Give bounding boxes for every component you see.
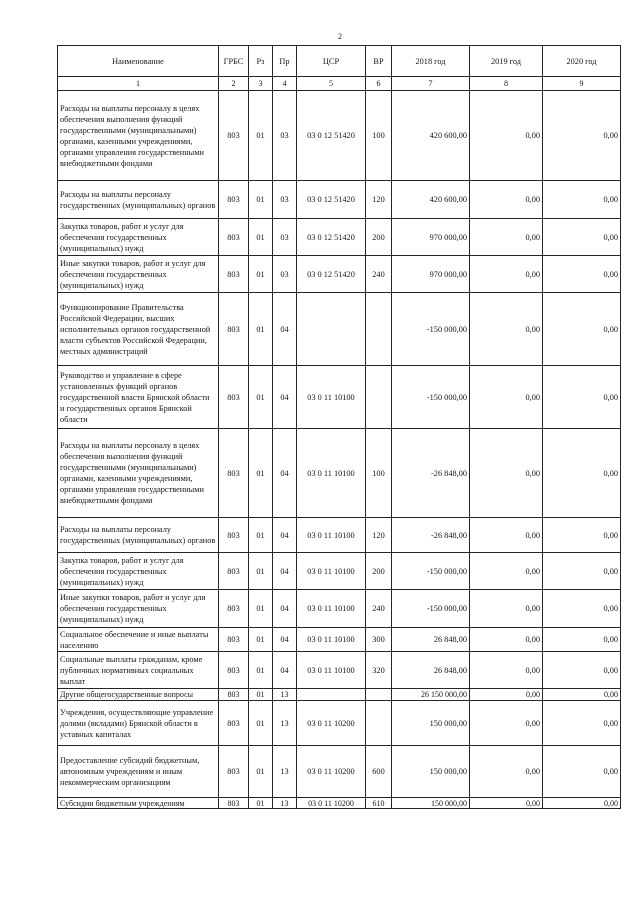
amount-2019-cell: 0,00 bbox=[470, 181, 543, 219]
grbs-cell: 803 bbox=[219, 652, 249, 689]
grbs-cell: 803 bbox=[219, 553, 249, 590]
pr-cell: 03 bbox=[273, 91, 297, 181]
column-number: 7 bbox=[392, 77, 470, 91]
amount-2020-cell: 0,00 bbox=[543, 701, 621, 746]
amount-2018-cell: 970 000,00 bbox=[392, 256, 470, 293]
grbs-cell: 803 bbox=[219, 219, 249, 256]
csr-cell: 03 0 11 10100 bbox=[297, 553, 366, 590]
rz-cell: 01 bbox=[249, 518, 273, 553]
name-cell: Учреждения, осуществляющие управление долями (вкладами) Брянской области в уставных капиталах bbox=[58, 701, 219, 746]
csr-cell: 03 0 11 10100 bbox=[297, 429, 366, 518]
amount-2018-cell: -150 000,00 bbox=[392, 590, 470, 628]
table-row bbox=[58, 628, 621, 652]
pr-cell: 03 bbox=[273, 256, 297, 293]
column-number: 9 bbox=[543, 77, 621, 91]
csr-cell: 03 0 12 51420 bbox=[297, 91, 366, 181]
name-cell: Иные закупки товаров, работ и услуг для обеспечения государственных (муниципальных) нужд bbox=[58, 256, 219, 293]
vr-cell: 200 bbox=[366, 219, 392, 256]
amount-2020-cell: 0,00 bbox=[543, 746, 621, 798]
column-number: 2 bbox=[219, 77, 249, 91]
vr-cell: 200 bbox=[366, 553, 392, 590]
header-rz: Рз bbox=[249, 46, 273, 77]
name-cell: Закупка товаров, работ и услуг для обеспечения государственных (муниципальных) нужд bbox=[58, 553, 219, 590]
column-number: 3 bbox=[249, 77, 273, 91]
csr-cell: 03 0 11 10200 bbox=[297, 701, 366, 746]
grbs-cell: 803 bbox=[219, 366, 249, 429]
table-row bbox=[58, 429, 621, 518]
amount-2019-cell: 0,00 bbox=[470, 429, 543, 518]
pr-cell: 04 bbox=[273, 293, 297, 366]
name-cell: Расходы на выплаты персоналу государственных (муниципальных) органов bbox=[58, 518, 219, 553]
amount-2018-cell: 420 600,00 bbox=[392, 91, 470, 181]
amount-2018-cell: 150 000,00 bbox=[392, 746, 470, 798]
amount-2020-cell: 0,00 bbox=[543, 798, 621, 809]
rz-cell: 01 bbox=[249, 590, 273, 628]
amount-2018-cell: 150 000,00 bbox=[392, 701, 470, 746]
vr-cell bbox=[366, 366, 392, 429]
vr-cell bbox=[366, 701, 392, 746]
amount-2020-cell: 0,00 bbox=[543, 366, 621, 429]
csr-cell bbox=[297, 293, 366, 366]
amount-2018-cell: 26 150 000,00 bbox=[392, 689, 470, 701]
pr-cell: 04 bbox=[273, 429, 297, 518]
csr-cell: 03 0 11 10100 bbox=[297, 652, 366, 689]
amount-2018-cell: -150 000,00 bbox=[392, 293, 470, 366]
name-cell: Субсидии бюджетным учреждениям bbox=[58, 798, 219, 809]
pr-cell: 13 bbox=[273, 798, 297, 809]
rz-cell: 01 bbox=[249, 293, 273, 366]
amount-2019-cell: 0,00 bbox=[470, 652, 543, 689]
header-vr: ВР bbox=[366, 46, 392, 77]
vr-cell: 240 bbox=[366, 256, 392, 293]
amount-2018-cell: -26 848,00 bbox=[392, 518, 470, 553]
grbs-cell: 803 bbox=[219, 518, 249, 553]
csr-cell: 03 0 11 10200 bbox=[297, 798, 366, 809]
amount-2020-cell: 0,00 bbox=[543, 553, 621, 590]
rz-cell: 01 bbox=[249, 689, 273, 701]
table-row bbox=[58, 652, 621, 689]
amount-2020-cell: 0,00 bbox=[543, 652, 621, 689]
budget-table bbox=[57, 45, 621, 809]
csr-cell: 03 0 12 51420 bbox=[297, 219, 366, 256]
table-row bbox=[58, 91, 621, 181]
amount-2020-cell: 0,00 bbox=[543, 256, 621, 293]
rz-cell: 01 bbox=[249, 652, 273, 689]
name-cell: Функционирование Правительства Российской Федерации, высших исполнительных органов государственной власти субъектов Российской Федерации, местных администраций bbox=[58, 293, 219, 366]
amount-2019-cell: 0,00 bbox=[470, 628, 543, 652]
vr-cell: 240 bbox=[366, 590, 392, 628]
name-cell: Руководство и управление в сфере установленных функций органов государственной власти Брянской области и государственных органов Брянской области bbox=[58, 366, 219, 429]
grbs-cell: 803 bbox=[219, 590, 249, 628]
name-cell: Расходы на выплаты персоналу в целях обеспечения выполнения функций государственными (муниципальными) органами, казенными учреждениями, органами управления государственными внебюджетными фондами bbox=[58, 91, 219, 181]
table-row bbox=[58, 256, 621, 293]
grbs-cell: 803 bbox=[219, 91, 249, 181]
amount-2019-cell: 0,00 bbox=[470, 256, 543, 293]
amount-2020-cell: 0,00 bbox=[543, 293, 621, 366]
pr-cell: 04 bbox=[273, 366, 297, 429]
amount-2018-cell: -150 000,00 bbox=[392, 553, 470, 590]
name-cell: Социальные выплаты гражданам, кроме публичных нормативных социальных выплат bbox=[58, 652, 219, 689]
table-row bbox=[58, 701, 621, 746]
amount-2019-cell: 0,00 bbox=[470, 590, 543, 628]
name-cell: Социальное обеспечение и иные выплаты населению bbox=[58, 628, 219, 652]
name-cell: Предоставление субсидий бюджетным, автономным учреждениям и иным некоммерческим организациям bbox=[58, 746, 219, 798]
header-2020: 2020 год bbox=[543, 46, 621, 77]
grbs-cell: 803 bbox=[219, 689, 249, 701]
grbs-cell: 803 bbox=[219, 293, 249, 366]
csr-cell: 03 0 11 10200 bbox=[297, 746, 366, 798]
amount-2020-cell: 0,00 bbox=[543, 91, 621, 181]
header-csr: ЦСР bbox=[297, 46, 366, 77]
amount-2020-cell: 0,00 bbox=[543, 590, 621, 628]
amount-2020-cell: 0,00 bbox=[543, 628, 621, 652]
header-2018: 2018 год bbox=[392, 46, 470, 77]
amount-2018-cell: 26 848,00 bbox=[392, 628, 470, 652]
amount-2020-cell: 0,00 bbox=[543, 518, 621, 553]
vr-cell: 100 bbox=[366, 429, 392, 518]
rz-cell: 01 bbox=[249, 91, 273, 181]
amount-2019-cell: 0,00 bbox=[470, 91, 543, 181]
pr-cell: 13 bbox=[273, 746, 297, 798]
csr-cell: 03 0 12 51420 bbox=[297, 256, 366, 293]
csr-cell: 03 0 12 51420 bbox=[297, 181, 366, 219]
vr-cell: 600 bbox=[366, 746, 392, 798]
vr-cell: 610 bbox=[366, 798, 392, 809]
header-pr: Пр bbox=[273, 46, 297, 77]
table-row bbox=[58, 689, 621, 701]
grbs-cell: 803 bbox=[219, 746, 249, 798]
table-row bbox=[58, 181, 621, 219]
amount-2019-cell: 0,00 bbox=[470, 798, 543, 809]
rz-cell: 01 bbox=[249, 219, 273, 256]
pr-cell: 03 bbox=[273, 181, 297, 219]
amount-2019-cell: 0,00 bbox=[470, 518, 543, 553]
vr-cell bbox=[366, 689, 392, 701]
amount-2018-cell: 420 600,00 bbox=[392, 181, 470, 219]
table-row bbox=[58, 590, 621, 628]
pr-cell: 03 bbox=[273, 219, 297, 256]
grbs-cell: 803 bbox=[219, 628, 249, 652]
rz-cell: 01 bbox=[249, 798, 273, 809]
table-row bbox=[58, 798, 621, 809]
grbs-cell: 803 bbox=[219, 256, 249, 293]
vr-cell: 120 bbox=[366, 181, 392, 219]
table-row bbox=[58, 219, 621, 256]
amount-2019-cell: 0,00 bbox=[470, 366, 543, 429]
grbs-cell: 803 bbox=[219, 701, 249, 746]
rz-cell: 01 bbox=[249, 429, 273, 518]
amount-2018-cell: -150 000,00 bbox=[392, 366, 470, 429]
pr-cell: 13 bbox=[273, 689, 297, 701]
amount-2019-cell: 0,00 bbox=[470, 746, 543, 798]
grbs-cell: 803 bbox=[219, 181, 249, 219]
amount-2018-cell: 150 000,00 bbox=[392, 798, 470, 809]
table-row bbox=[58, 553, 621, 590]
pr-cell: 04 bbox=[273, 518, 297, 553]
pr-cell: 04 bbox=[273, 590, 297, 628]
column-number: 8 bbox=[470, 77, 543, 91]
table-row bbox=[58, 293, 621, 366]
column-number: 4 bbox=[273, 77, 297, 91]
header-2019: 2019 год bbox=[470, 46, 543, 77]
amount-2018-cell: 26 848,00 bbox=[392, 652, 470, 689]
name-cell: Расходы на выплаты персоналу в целях обеспечения выполнения функций государственными (муниципальными) органами, казенными учреждениями, органами управления государственными внебюджетными фондами bbox=[58, 429, 219, 518]
rz-cell: 01 bbox=[249, 701, 273, 746]
column-number: 6 bbox=[366, 77, 392, 91]
pr-cell: 04 bbox=[273, 628, 297, 652]
amount-2019-cell: 0,00 bbox=[470, 293, 543, 366]
column-number-row bbox=[58, 77, 621, 91]
csr-cell: 03 0 11 10100 bbox=[297, 590, 366, 628]
table-row bbox=[58, 518, 621, 553]
amount-2018-cell: 970 000,00 bbox=[392, 219, 470, 256]
table-row bbox=[58, 746, 621, 798]
vr-cell: 300 bbox=[366, 628, 392, 652]
vr-cell: 100 bbox=[366, 91, 392, 181]
name-cell: Закупка товаров, работ и услуг для обеспечения государственных (муниципальных) нужд bbox=[58, 219, 219, 256]
amount-2020-cell: 0,00 bbox=[543, 689, 621, 701]
amount-2020-cell: 0,00 bbox=[543, 219, 621, 256]
csr-cell: 03 0 11 10100 bbox=[297, 366, 366, 429]
grbs-cell: 803 bbox=[219, 429, 249, 518]
amount-2018-cell: -26 848,00 bbox=[392, 429, 470, 518]
page-number: 2 bbox=[338, 32, 342, 41]
amount-2019-cell: 0,00 bbox=[470, 701, 543, 746]
pr-cell: 04 bbox=[273, 553, 297, 590]
name-cell: Иные закупки товаров, работ и услуг для обеспечения государственных (муниципальных) нужд bbox=[58, 590, 219, 628]
pr-cell: 13 bbox=[273, 701, 297, 746]
amount-2020-cell: 0,00 bbox=[543, 181, 621, 219]
header-name: Наименование bbox=[58, 46, 219, 77]
amount-2019-cell: 0,00 bbox=[470, 553, 543, 590]
amount-2019-cell: 0,00 bbox=[470, 689, 543, 701]
vr-cell: 320 bbox=[366, 652, 392, 689]
csr-cell: 03 0 11 10100 bbox=[297, 628, 366, 652]
rz-cell: 01 bbox=[249, 746, 273, 798]
csr-cell: 03 0 11 10100 bbox=[297, 518, 366, 553]
rz-cell: 01 bbox=[249, 628, 273, 652]
pr-cell: 04 bbox=[273, 652, 297, 689]
vr-cell: 120 bbox=[366, 518, 392, 553]
name-cell: Расходы на выплаты персоналу государственных (муниципальных) органов bbox=[58, 181, 219, 219]
grbs-cell: 803 bbox=[219, 798, 249, 809]
amount-2020-cell: 0,00 bbox=[543, 429, 621, 518]
header-grbs: ГРБС bbox=[219, 46, 249, 77]
rz-cell: 01 bbox=[249, 181, 273, 219]
header-row bbox=[58, 46, 621, 77]
rz-cell: 01 bbox=[249, 366, 273, 429]
name-cell: Другие общегосударственные вопросы bbox=[58, 689, 219, 701]
amount-2019-cell: 0,00 bbox=[470, 219, 543, 256]
column-number: 1 bbox=[58, 77, 219, 91]
vr-cell bbox=[366, 293, 392, 366]
table-row bbox=[58, 366, 621, 429]
rz-cell: 01 bbox=[249, 256, 273, 293]
rz-cell: 01 bbox=[249, 553, 273, 590]
csr-cell bbox=[297, 689, 366, 701]
column-number: 5 bbox=[297, 77, 366, 91]
